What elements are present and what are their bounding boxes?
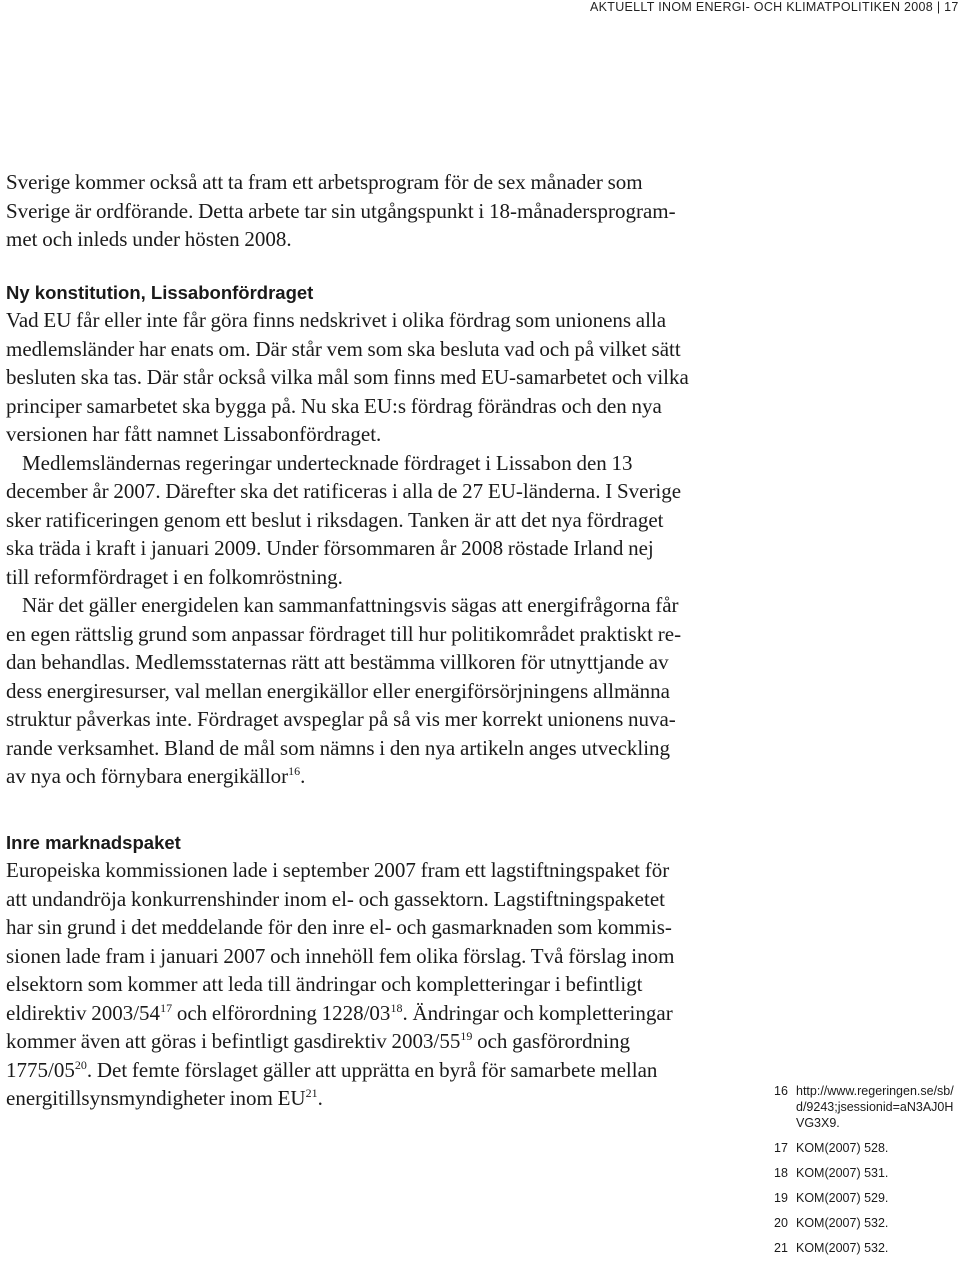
paragraph [6, 306, 734, 449]
text-line: ska träda i kraft i januari 2009. Under försommaren år 2008 röstade Irland nej [6, 536, 654, 560]
text-line: Sverige är ordförande. Detta arbete tar sin utgångspunkt i 18-månadersprogram- [6, 198, 676, 223]
text-segment: och gasförordning [472, 1029, 630, 1053]
text-line: besluten ska tas. Där står också vilka mål som finns med EU-samarbetet och vilka [6, 365, 689, 389]
text-line: Medlemsländernas regeringar undertecknade fördraget i Lissabon den 13 [22, 450, 633, 475]
footnote [774, 1165, 958, 1181]
text-line: dan behandlas. Medlemsstaternas rätt att bestämma villkoren för utnyttjande av [6, 650, 669, 674]
intro-paragraph [6, 168, 734, 254]
footnote-ref[interactable]: 16 [288, 764, 301, 778]
text-line [6, 1027, 734, 1056]
text-line: met och inleds under hösten 2008. [6, 227, 292, 251]
text-line [6, 999, 734, 1028]
text-segment: . Ändringar och kompletteringar [402, 1000, 673, 1025]
section-heading: Inre marknadspaket [6, 832, 181, 853]
text-line [6, 762, 734, 791]
footnote-text: KOM(2007) 532. [796, 1216, 889, 1230]
footnote-text: KOM(2007) 532. [796, 1241, 889, 1255]
footnote-ref[interactable]: 18 [390, 1000, 403, 1015]
paragraph [6, 856, 734, 1113]
text-line: sker ratificeringen genom ett beslut i riksdagen. Tanken är att det nya fördraget [6, 507, 664, 532]
section-heading: Ny konstitution, Lissabonfördraget [6, 282, 314, 303]
text-line: har sin grund i det meddelande för den inre el- och gasmarknaden som kommis- [6, 915, 672, 939]
footnote-text: KOM(2007) 528. [796, 1141, 889, 1155]
text-line [6, 1084, 734, 1113]
paragraph [6, 591, 734, 791]
footnote-link[interactable]: http://www.regeringen.se/sb/d/9243;jsessionid=aN3AJ0HVG3X9. [796, 1084, 954, 1130]
footnote-number: 20 [774, 1216, 788, 1230]
footnote [774, 1215, 958, 1231]
section-lissabon [6, 280, 734, 791]
text-line: att undandröja konkurrenshinder inom el- och gassektorn. Lagstiftningspaketet [6, 886, 665, 911]
text-line: versionen har fått namnet Lissabonfördraget. [6, 422, 382, 446]
footnote [774, 1083, 958, 1131]
footnote [774, 1140, 958, 1156]
text-segment: eldirektiv 2003/54 [6, 1000, 161, 1025]
text-segment: 1775/05 [6, 1057, 75, 1082]
text-line: principer samarbetet ska bygga på. Nu ska EU:s fördrag förändras och den nya [6, 393, 662, 418]
text-line: Europeiska kommissionen lade i september 2007 fram ett lagstiftningspaket för [6, 858, 670, 882]
text-line: Sverige kommer också att ta fram ett arbetsprogram för de sex månader som [6, 170, 643, 194]
footnote-ref[interactable]: 20 [74, 1057, 87, 1072]
footnote-number: 17 [774, 1141, 788, 1155]
text-line: en egen rättslig grund som anpassar fördraget till hur politikområdet praktiskt re- [6, 621, 682, 646]
footnote [774, 1190, 958, 1206]
text-segment: och elförordning 1228/03 [172, 1000, 391, 1025]
text-line [6, 1056, 734, 1085]
text-segment: . [317, 1086, 323, 1110]
footnote-number: 18 [774, 1166, 788, 1180]
footnote-text: KOM(2007) 529. [796, 1191, 889, 1205]
text-segment: energitillsynsmyndigheter inom EU [6, 1086, 306, 1110]
text-segment: . Det femte förslaget gäller att upprätta en byrå för samarbete mellan [86, 1057, 658, 1082]
running-head: AKTUELLT INOM ENERGI- OCH KLIMATPOLITIKEN 2008 | 17 [590, 0, 959, 14]
footnote-ref[interactable]: 17 [160, 1000, 173, 1015]
footnote-ref[interactable]: 19 [460, 1029, 473, 1043]
text-line: Vad EU får eller inte får göra finns nedskrivet i olika fördrag som unionens alla [6, 308, 667, 332]
text-line: sionen lade fram i januari 2007 och innehöll fem olika förslag. Två förslag inom [6, 943, 675, 968]
text-line: När det gäller energidelen kan sammanfattningsvis sägas att energifrågorna får [22, 593, 679, 617]
section-inre-marknadspaket [6, 830, 734, 1113]
footnotes [774, 1083, 958, 1265]
footnote-number: 21 [774, 1241, 788, 1255]
text-line: medlemsländer har enats om. Där står vem som ska besluta vad och på vilket sätt [6, 336, 681, 361]
footnote-number: 16 [774, 1084, 788, 1098]
text-segment: kommer även att göras i befintligt gasdirektiv 2003/55 [6, 1029, 461, 1053]
text-segment: av nya och förnybara energikällor [6, 764, 289, 788]
footnote-ref[interactable]: 21 [305, 1086, 318, 1100]
text-line: rande verksamhet. Bland de mål som nämns i den nya artikeln anges utveckling [6, 735, 671, 760]
paragraph [6, 449, 734, 592]
text-segment: . [300, 764, 306, 788]
text-line: till reformfördraget i en folkomröstning. [6, 564, 343, 589]
text-line: struktur påverkas inte. Fördraget avspeglar på så vis mer korrekt unionens nuva- [6, 707, 676, 731]
footnote-number: 19 [774, 1191, 788, 1205]
footnote [774, 1240, 958, 1256]
text-line: dess energiresurser, val mellan energikällor eller energiförsörjningens allmänna [6, 678, 670, 703]
text-line: elsektorn som kommer att leda till ändringar och kompletteringar i befintligt [6, 972, 643, 996]
text-line: december år 2007. Därefter ska det ratificeras i alla de 27 EU-länderna. I Sverige [6, 479, 682, 503]
footnote-text: KOM(2007) 531. [796, 1166, 889, 1180]
